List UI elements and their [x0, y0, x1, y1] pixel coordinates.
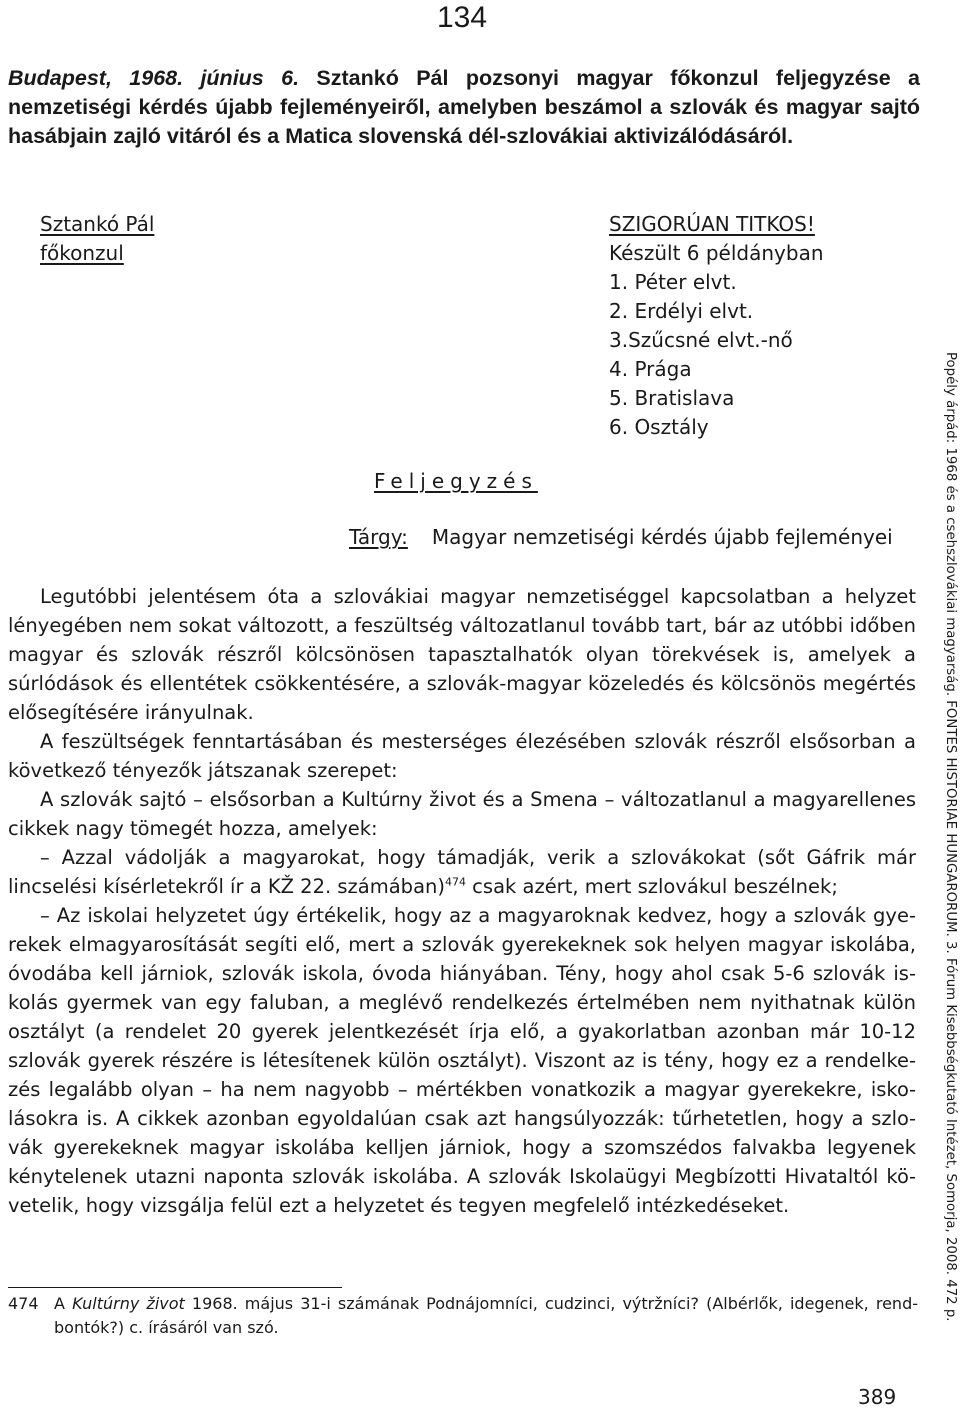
- body-paragraph: [8, 843, 916, 901]
- document-type: Feljegyzés: [374, 469, 538, 493]
- document-heading: [8, 64, 920, 151]
- document-title: Sztankó Pál pozsonyi magyar főkonzul feljegyzése a nemzetiségi kérdés újabb fejleményeiről, amelyben beszámol a szlovák és magyar sajtó hasábjain zajló vitáról és a Matica slovenská dél-szlovákiai aktivizálódásáról.: [8, 66, 920, 148]
- sender-name: Sztankó Pál: [40, 212, 155, 236]
- recipient-item: 5. Bratislava: [609, 386, 735, 410]
- body-paragraph: A feszültségek fenntartásában és mesterséges élezésében szlovák részről elsősorban a következő tényezők játszanak szerepet:: [8, 730, 916, 782]
- recipient-item: 1. Péter elvt.: [609, 270, 737, 294]
- body-paragraph: Legutóbbi jelentésem óta a szlovákiai magyar nemzetiséggel kapcsolatban a helyzet lényegében nem sokat változott, a feszültség változatlanul tovább tart, bár az utóbbi időben magyar és szlovák részről kölcsönösen tapasztalhatók olyan törekvések is, amelyek a súrlódások és ellentétek csökkentésére, a szlovák-magyar közeledés és kölcsönös megértés elősegítésére irányulnak.: [8, 585, 916, 724]
- copies-note: Készült 6 példányban: [609, 241, 824, 265]
- footnote-number: 474: [8, 1294, 39, 1313]
- subject-text: Magyar nemzetiségi kérdés újabb fejleményei: [431, 525, 893, 549]
- footnote: [8, 1292, 918, 1340]
- footnote-journal-title: Kultúrny život: [72, 1294, 185, 1313]
- footnote-text-part: 1968. május 31-i számának Podnájomníci, cudzinci, výtržníci? (Albérlők, idegenek, rendbontók?) c. írásáról van szó.: [54, 1294, 919, 1337]
- body-paragraph-text: – Azzal vádolják a magyarokat, hogy támadják, verik a szlovákokat (sőt Gáfrik már lincselési kísérletekről ír a KŽ 22. számában): [8, 846, 916, 898]
- recipient-item: 3.Szűcsné elvt.-nő: [609, 328, 793, 352]
- side-caption-text: Popély árpád: 1968 és a csehszlovákiai magyarság. FONTES HISTORIAE HUNGARORUM. 3. Fórum Kisebbségkutató Intézet, Somorja, 2008. 472 p.: [943, 352, 958, 1322]
- subject-row: [349, 523, 893, 552]
- classification-block: [609, 210, 824, 442]
- subject-label: Tárgy:: [349, 525, 408, 549]
- classification-label: SZIGORÚAN TITKOS!: [609, 212, 815, 236]
- sender-title: főkonzul: [40, 241, 124, 265]
- footnote-divider: [8, 1287, 342, 1288]
- dateline: Budapest, 1968. június 6.: [8, 66, 300, 90]
- recipient-item: 2. Erdélyi elvt.: [609, 299, 754, 323]
- body-paragraph: – Az iskolai helyzetet úgy értékelik, hogy az a magyaroknak kedvez, hogy a szlovák gyerekek elmagyarosítását segíti elő, mert a szlovák gyerekeknek sok helyen magyar iskolába, óvodába kell járniok, szlovák iskola, óvoda hiányában. Tény, hogy ahol csak 5-6 szlovák iskolás gyermek van egy faluban, a meglévő rendelkezés értelmében nem nyithatnak külön osztályt (a rendelet 20 gyerek jelentkezését írja elő, a gyakorlatban azonban már 10-12 szlovák gyerek részére is létesítenek külön osztályt). Viszont az is tény, hogy ez a rendelkezés legalább olyan – ha nem nagyobb – mértékben vonatkozik a magyar gyerekekre, iskolásokra is. A cikkek azonban egyoldalúan csak azt hangsúlyozzák: tűrhetetlen, hogy a szlovák gyerekeknek magyar iskolába kelljen járniok, hogy a szomszédos falvakba legyenek kénytelenek utazni naponta szlovák iskolába. A szlovák Iskolaügyi Megbízotti Hivataltól követelik, hogy vizsgálja felül ezt a helyzetet és tegyen megfelelő intézkedéseket.: [8, 904, 916, 1217]
- side-caption: [943, 0, 957, 1409]
- recipient-item: 6. Osztály: [609, 415, 709, 439]
- body-text: [8, 582, 916, 1220]
- page-number: 389: [858, 1385, 897, 1409]
- footnote-text-part: A: [54, 1294, 73, 1313]
- footnote-text: [54, 1292, 918, 1340]
- recipient-item: 4. Prága: [609, 357, 692, 381]
- body-paragraph-text: csak azért, mert szlovákul beszélnek;: [465, 875, 838, 898]
- sender-block: [40, 210, 154, 268]
- body-paragraph: A szlovák sajtó – elsősorban a Kultúrny život és a Smena – változatlanul a magyarellenes cikkek nagy tömegét hozza, amelyek:: [8, 788, 916, 840]
- document-number: 134: [436, 1, 488, 34]
- footnote-reference[interactable]: 474: [444, 875, 466, 889]
